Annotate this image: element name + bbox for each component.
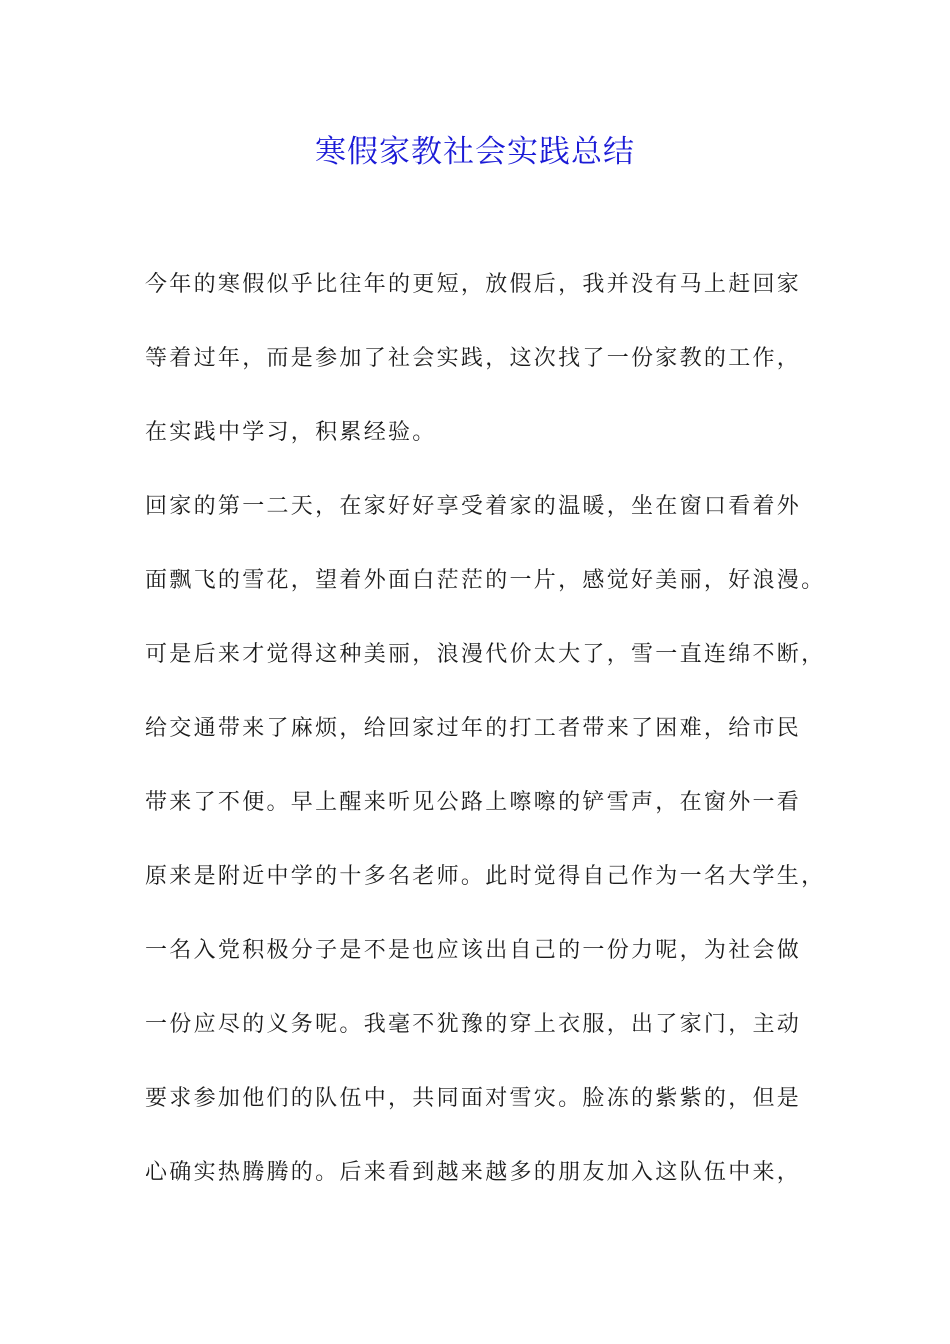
text-line: 今年的寒假似乎比往年的更短，放假后，我并没有马上赶回家: [145, 272, 802, 297]
document-body: [145, 263, 845, 1225]
text-line: 原来是附近中学的十多名老师。此时觉得自己作为一名大学生，: [145, 864, 826, 889]
text-line: 可是后来才觉得这种美丽，浪漫代价太大了，雪一直连绵不断，: [145, 642, 826, 667]
text-line: 在实践中学习，积累经验。: [145, 420, 437, 445]
text-line: 一份应尽的义务呢。我毫不犹豫的穿上衣服，出了家门，主动: [145, 1012, 802, 1037]
text-line: 给交通带来了麻烦，给回家过年的打工者带来了困难，给市民: [145, 716, 802, 741]
text-line: 要求参加他们的队伍中，共同面对雪灾。脸冻的紫紫的，但是: [145, 1086, 802, 1111]
text-line: 回家的第一二天，在家好好享受着家的温暖，坐在窗口看着外: [145, 494, 802, 519]
text-line: 心确实热腾腾的。后来看到越来越多的朋友加入这队伍中来，: [145, 1160, 802, 1185]
text-line: 一名入党积极分子是不是也应该出自己的一份力呢，为社会做: [145, 938, 802, 963]
document-title: 寒假家教社会实践总结: [315, 134, 635, 170]
text-line: 面飘飞的雪花，望着外面白茫茫的一片，感觉好美丽，好浪漫。: [145, 568, 826, 593]
text-line: 带来了不便。早上醒来听见公路上嚓嚓的铲雪声，在窗外一看: [145, 790, 802, 815]
text-line: 等着过年，而是参加了社会实践，这次找了一份家教的工作，: [145, 346, 802, 371]
